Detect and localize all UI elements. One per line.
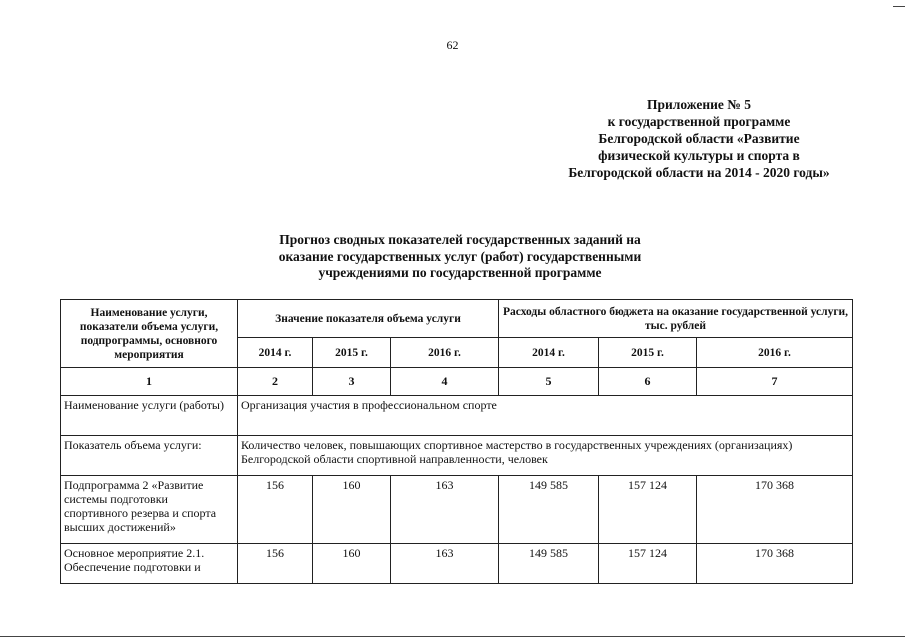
appendix-line: Приложение № 5 [647, 97, 751, 112]
appendix-line: физической культуры и спорта в [598, 148, 800, 163]
service-name-value: Организация участия в профессиональном спорте [238, 396, 853, 436]
indicator-label: Показатель объема услуги: [61, 436, 238, 476]
column-index: 5 [499, 368, 599, 396]
cell-value: 160 [313, 476, 391, 544]
table-row [61, 476, 853, 544]
cell-value: 156 [238, 544, 313, 584]
cell-value: 157 124 [599, 476, 697, 544]
document-title [180, 232, 740, 282]
title-line: Прогноз сводных показателей государственных заданий на [279, 232, 641, 247]
cell-value: 149 585 [499, 544, 599, 584]
column-index: 7 [697, 368, 853, 396]
title-line: учреждениями по государственной программе [318, 265, 602, 280]
cell-value: 157 124 [599, 544, 697, 584]
column-index: 4 [391, 368, 499, 396]
row-name: Подпрограмма 2 «Развитие системы подготовки спортивного резерва и спорта высших достижений» [61, 476, 238, 544]
header-volume-group: Значение показателя объема услуги [238, 300, 499, 338]
page-number: 62 [446, 38, 459, 52]
table-row [61, 544, 853, 584]
cell-value: 170 368 [697, 544, 853, 584]
row-name: Основное мероприятие 2.1. Обеспечение подготовки и [61, 544, 238, 584]
page-edge-line [0, 636, 905, 637]
appendix-line: Белгородской области «Развитие [598, 131, 800, 146]
indicators-table [60, 299, 853, 584]
column-index: 3 [313, 368, 391, 396]
column-index: 1 [61, 368, 238, 396]
header-year: 2016 г. [391, 338, 499, 368]
cell-value: 156 [238, 476, 313, 544]
header-service-name: Наименование услуги, показатели объема услуги, подпрограммы, основного мероприятия [61, 300, 238, 368]
header-expenses-group: Расходы областного бюджета на оказание государственной услуги, тыс. рублей [499, 300, 853, 338]
cell-value: 149 585 [499, 476, 599, 544]
indicator-value: Количество человек, повышающих спортивное мастерство в государственных учреждениях (организациях) Белгородской области спортивной направленности, человек [238, 436, 853, 476]
appendix-line: к государственной программе [607, 114, 791, 129]
header-year: 2015 г. [599, 338, 697, 368]
appendix-line: Белгородской области на 2014 - 2020 годы» [568, 165, 830, 180]
header-year: 2014 г. [499, 338, 599, 368]
cell-value: 160 [313, 544, 391, 584]
header-year: 2015 г. [313, 338, 391, 368]
title-line: оказание государственных услуг (работ) государственными [278, 248, 642, 264]
header-year: 2014 г. [238, 338, 313, 368]
corner-line [893, 6, 905, 7]
header-year: 2016 г. [697, 338, 853, 368]
column-index: 2 [238, 368, 313, 396]
cell-value: 163 [391, 544, 499, 584]
cell-value: 163 [391, 476, 499, 544]
appendix-block [549, 96, 849, 181]
column-index: 6 [599, 368, 697, 396]
service-name-label: Наименование услуги (работы) [61, 396, 238, 436]
cell-value: 170 368 [697, 476, 853, 544]
